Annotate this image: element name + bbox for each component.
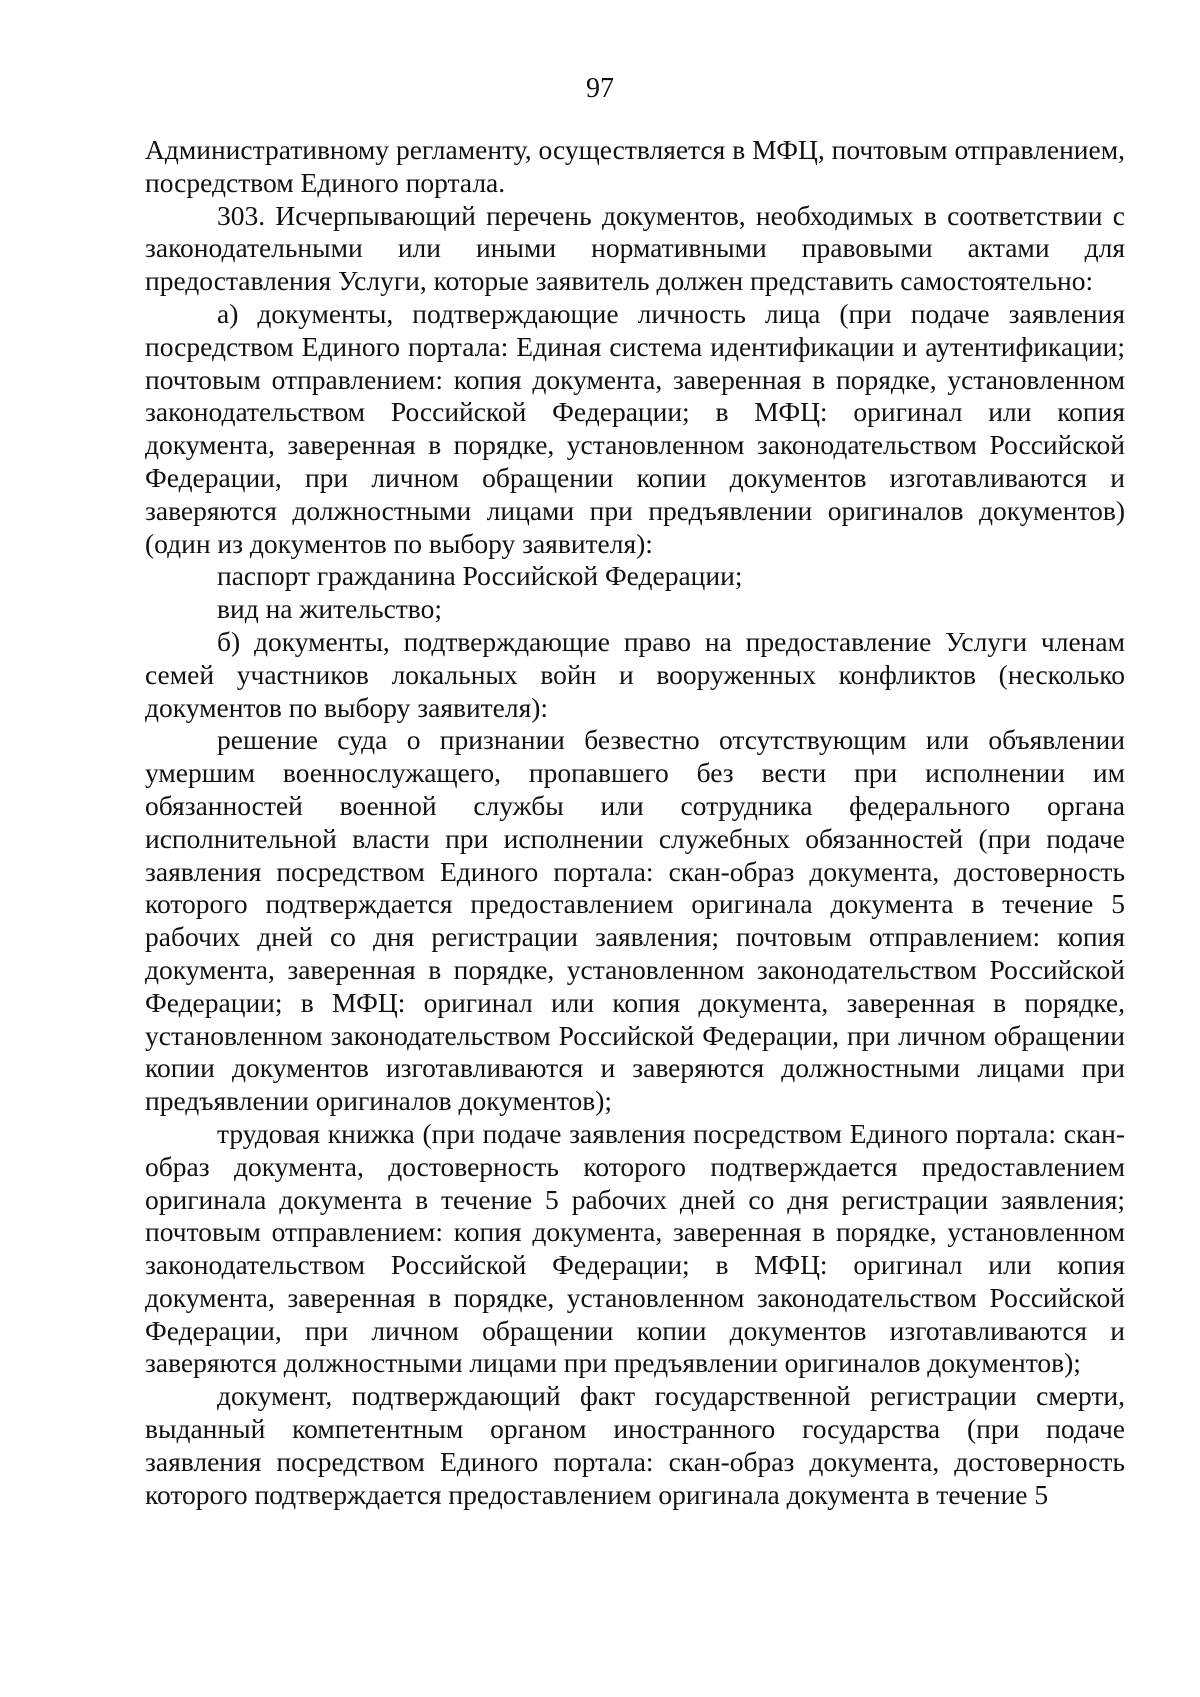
paragraph-303: 303. Исчерпывающий перечень документов, необходимых в соответствии с законодательными или иными нормативными правовыми актами для предоставления Услуги, которые заявитель должен представить самостоятельно: xyxy=(145,199,1125,297)
paragraph-item-b: б) документы, подтверждающие право на предоставление Услуги членам семей участников локальных войн и вооруженных конфликтов (несколько документов по выбору заявителя): xyxy=(145,625,1125,723)
page-number: 97 xyxy=(586,73,614,104)
paragraph-item-a: а) документы, подтверждающие личность лица (при подаче заявления посредством Единого портала: Единая система идентификации и аутентификации; почтовым отправлением: копия документа, заверенная в порядке, установленном законодательством Российской Федерации; в МФЦ: оригинал или копия документа, заверенная в порядке, установленном законодательством Российской Федерации, при личном обращении копии документов изготавливаются и заверяются должностными лицами при предъявлении оригиналов документов) (один из документов по выбору заявителя): xyxy=(145,297,1125,559)
list-item-passport: паспорт гражданина Российской Федерации; xyxy=(217,560,743,592)
list-item-residence-permit: вид на жительство; xyxy=(217,593,442,625)
list-item-court-decision: решение суда о признании безвестно отсутствующим или объявлении умершим военнослужащего, пропавшего без вести при исполнении им обязанностей военной службы или сотрудника федерального органа исполнительной власти при исполнении служебных обязанностей (при подаче заявления посредством Единого портала: скан-образ документа, достоверность которого подтверждается предоставлением оригинала документа в течение 5 рабочих дней со дня регистрации заявления; почтовым отправлением: копия документа, заверенная в порядке, установленном законодательством Российской Федерации; в МФЦ: оригинал или копия документа, заверенная в порядке, установленном законодательством Российской Федерации, при личном обращении копии документов изготавливаются и заверяются должностными лицами при предъявлении оригиналов документов); xyxy=(145,724,1125,1117)
list-item-death-registration: документ, подтверждающий факт государственной регистрации смерти, выданный компетентным органом иностранного государства (при подаче заявления посредством Единого портала: скан-образ документа, достоверность которого подтверждается предоставлением оригинала документа в течение 5 xyxy=(145,1380,1125,1510)
list-item-employment-book: трудовая книжка (при подаче заявления посредством Единого портала: скан-образ документа, достоверность которого подтверждается предоставлением оригинала документа в течение 5 рабочих дней со дня регистрации заявления; почтовым отправлением: копия документа, заверенная в порядке, установленном законодательством Российской Федерации; в МФЦ: оригинал или копия документа, заверенная в порядке, установленном законодательством Российской Федерации, при личном обращении копии документов изготавливаются и заверяются должностными лицами при предъявлении оригиналов документов); xyxy=(145,1117,1125,1379)
paragraph-continuation: Административному регламенту, осуществляется в МФЦ, почтовым отправлением, посредством Единого портала. xyxy=(145,134,1125,198)
document-body xyxy=(145,134,1125,1511)
